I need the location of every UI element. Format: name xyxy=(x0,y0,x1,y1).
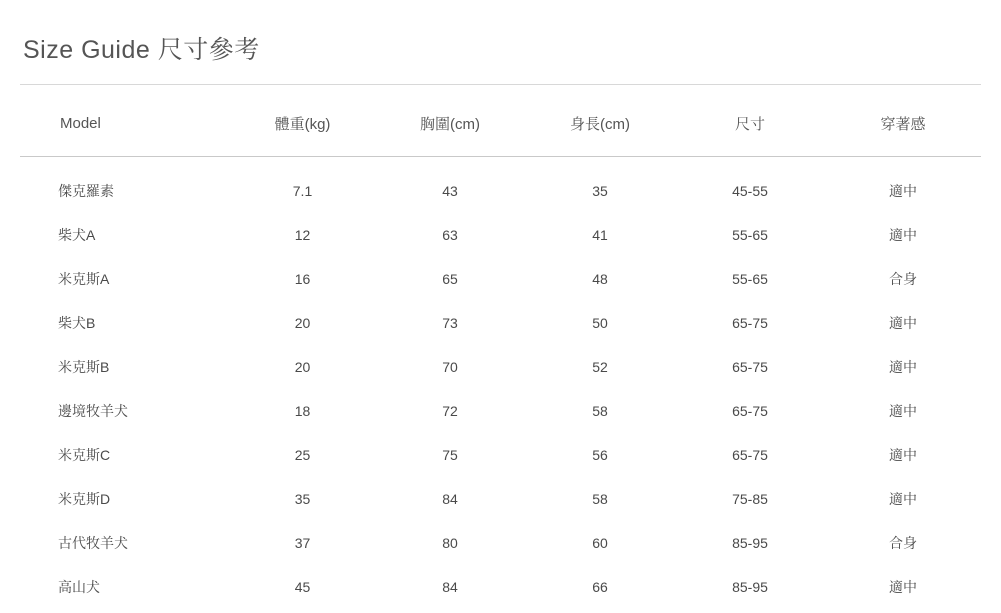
cell-size: 65-75 xyxy=(732,359,768,375)
cell-model: 邊境牧羊犬 xyxy=(58,403,128,419)
cell-size: 55-65 xyxy=(732,227,768,243)
cell-weight: 25 xyxy=(294,447,311,463)
cell-size: 65-75 xyxy=(732,447,768,463)
cell-model: 米克斯A xyxy=(58,271,110,287)
cell-chest: 70 xyxy=(442,359,458,375)
table-row xyxy=(20,213,981,257)
cell-chest: 63 xyxy=(442,227,458,243)
table-row xyxy=(20,345,981,389)
cell-model: 柴犬A xyxy=(58,227,96,243)
column-header-weight: 體重(kg) xyxy=(230,85,375,157)
cell-model: 古代牧羊犬 xyxy=(58,535,128,551)
cell-model: 傑克羅素 xyxy=(58,183,114,199)
cell-length: 41 xyxy=(592,227,608,243)
cell-fit: 適中 xyxy=(889,491,917,507)
cell-chest: 84 xyxy=(442,579,458,595)
cell-fit: 適中 xyxy=(889,579,917,595)
cell-fit: 適中 xyxy=(889,403,917,419)
cell-length: 66 xyxy=(592,579,608,595)
size-guide-table xyxy=(20,85,981,609)
cell-weight: 16 xyxy=(294,271,311,287)
table-header-row xyxy=(20,85,981,157)
column-header-chest: 胸圍(cm) xyxy=(375,85,525,157)
cell-model: 米克斯D xyxy=(58,491,111,507)
cell-weight: 45 xyxy=(294,579,311,595)
cell-weight: 37 xyxy=(294,535,311,551)
cell-fit: 合身 xyxy=(889,271,917,287)
cell-length: 56 xyxy=(592,447,608,463)
cell-size: 85-95 xyxy=(732,579,768,595)
table-row xyxy=(20,433,981,477)
cell-weight: 12 xyxy=(294,227,311,243)
cell-weight: 18 xyxy=(294,403,311,419)
cell-length: 48 xyxy=(592,271,608,287)
table-row xyxy=(20,565,981,609)
cell-size: 55-65 xyxy=(732,271,768,287)
cell-chest: 65 xyxy=(442,271,458,287)
cell-size: 85-95 xyxy=(732,535,768,551)
cell-weight: 35 xyxy=(294,491,311,507)
cell-chest: 43 xyxy=(442,183,458,199)
cell-weight: 20 xyxy=(294,315,311,331)
cell-length: 58 xyxy=(592,403,608,419)
cell-model: 米克斯B xyxy=(58,359,110,375)
cell-chest: 73 xyxy=(442,315,458,331)
column-header-model: Model xyxy=(20,85,230,157)
cell-chest: 80 xyxy=(442,535,458,551)
cell-fit: 合身 xyxy=(889,535,917,551)
cell-weight: 7.1 xyxy=(292,183,313,199)
table-row xyxy=(20,521,981,565)
page-title: Size Guide 尺寸參考 xyxy=(23,36,260,64)
column-header-fit: 穿著感 xyxy=(825,85,981,157)
cell-fit: 適中 xyxy=(889,227,917,243)
cell-model: 柴犬B xyxy=(58,315,96,331)
cell-length: 60 xyxy=(592,535,608,551)
cell-fit: 適中 xyxy=(889,315,917,331)
table-body xyxy=(20,157,981,610)
cell-model: 高山犬 xyxy=(58,579,100,595)
cell-length: 50 xyxy=(592,315,608,331)
table-row xyxy=(20,257,981,301)
table-row xyxy=(20,389,981,433)
cell-model: 米克斯C xyxy=(58,447,111,463)
table-row xyxy=(20,477,981,521)
column-header-length: 身長(cm) xyxy=(525,85,675,157)
table-row xyxy=(20,301,981,345)
cell-chest: 84 xyxy=(442,491,458,507)
cell-fit: 適中 xyxy=(889,183,917,199)
cell-size: 65-75 xyxy=(732,403,768,419)
table-header xyxy=(20,85,981,157)
cell-size: 45-55 xyxy=(732,183,768,199)
cell-length: 35 xyxy=(592,183,608,199)
cell-weight: 20 xyxy=(294,359,311,375)
column-header-size: 尺寸 xyxy=(675,85,825,157)
cell-fit: 適中 xyxy=(889,359,917,375)
cell-size: 75-85 xyxy=(732,491,768,507)
cell-chest: 75 xyxy=(442,447,458,463)
cell-length: 52 xyxy=(592,359,608,375)
table-row xyxy=(20,157,981,214)
cell-chest: 72 xyxy=(442,403,458,419)
cell-length: 58 xyxy=(592,491,608,507)
cell-size: 65-75 xyxy=(732,315,768,331)
cell-fit: 適中 xyxy=(889,447,917,463)
